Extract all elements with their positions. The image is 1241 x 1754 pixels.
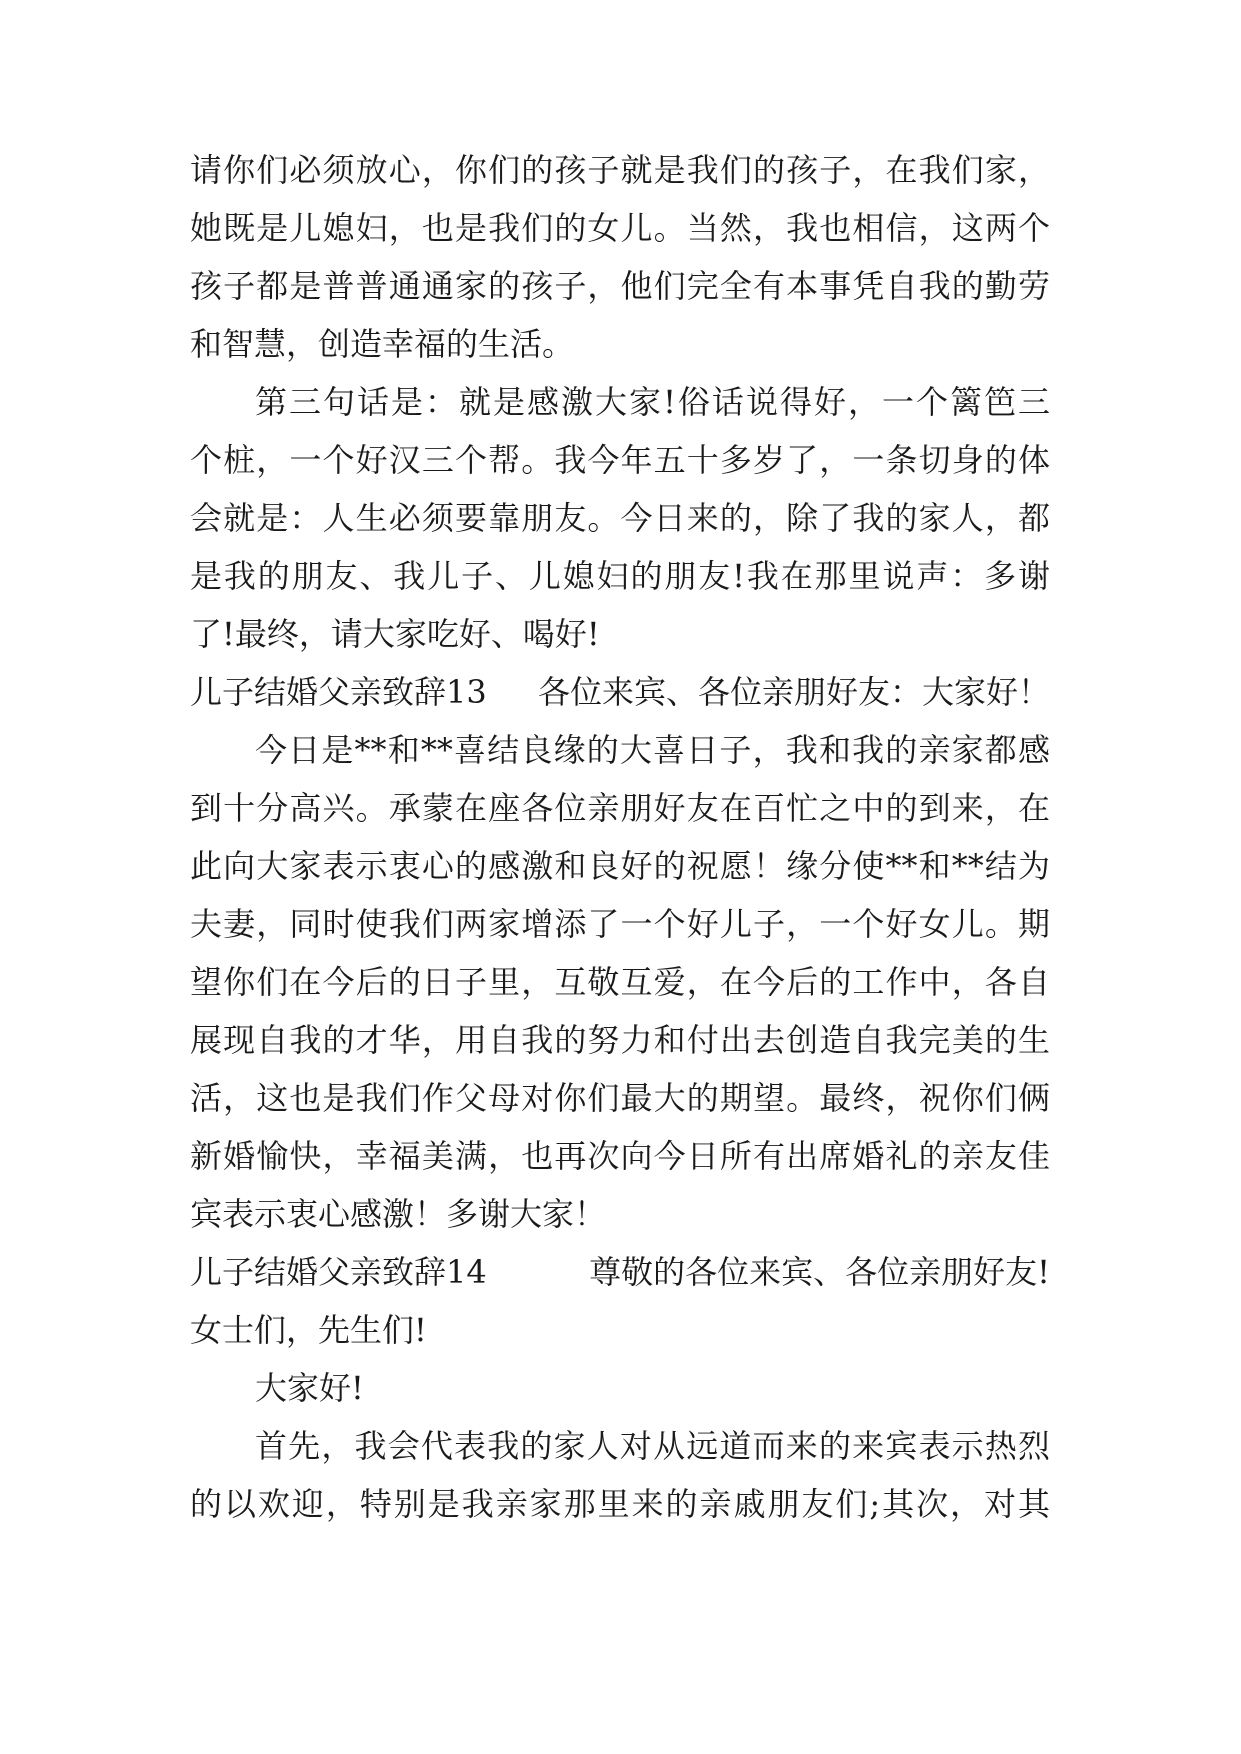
paragraph-line: 此向大家表示衷心的感激和良好的祝愿！缘分使**和**结为 (190, 847, 1050, 885)
paragraph-line: 宾表示衷心感激！多谢大家！ (190, 1195, 607, 1233)
paragraph-line: 大家好! (255, 1369, 364, 1407)
paragraph-line: 会就是：人生必须要靠朋友。今日来的，除了我的家人，都 (190, 499, 1050, 537)
paragraph-line: 到十分高兴。承蒙在座各位亲朋好友在百忙之中的到来，在 (190, 789, 1050, 827)
paragraph-line: 女士们，先生们! (190, 1311, 427, 1349)
paragraph-line: 展现自我的才华，用自我的努力和付出去创造自我完美的生 (190, 1021, 1050, 1059)
section-greeting: 尊敬的各位来宾、各位亲朋好友! (589, 1253, 1050, 1291)
paragraph-line: 新婚愉快，幸福美满，也再次向今日所有出席婚礼的亲友佳 (190, 1137, 1050, 1175)
paragraph-line: 她既是儿媳妇，也是我们的女儿。当然，我也相信，这两个 (190, 209, 1050, 247)
paragraph-line: 请你们必须放心，你们的孩子就是我们的孩子，在我们家， (190, 151, 1050, 189)
paragraph-line: 是我的朋友、我儿子、儿媳妇的朋友!我在那里说声：多谢 (190, 557, 1050, 595)
paragraph-line: 活，这也是我们作父母对你们最大的期望。最终，祝你们俩 (190, 1079, 1050, 1117)
paragraph-line: 个桩，一个好汉三个帮。我今年五十多岁了，一条切身的体 (190, 441, 1050, 479)
paragraph-line: 第三句话是：就是感激大家!俗话说得好，一个篱笆三 (255, 383, 1050, 421)
paragraph-line: 和智慧，创造幸福的生活。 (190, 325, 575, 363)
section-title: 儿子结婚父亲致辞13 (190, 673, 487, 711)
section-greeting: 各位来宾、各位亲朋好友：大家好！ (537, 673, 1050, 711)
paragraph-line: 望你们在今后的日子里，互敬互爱，在今后的工作中，各自 (190, 963, 1050, 1001)
paragraph-line: 孩子都是普普通通家的孩子，他们完全有本事凭自我的勤劳 (190, 267, 1050, 305)
paragraph-line: 的以欢迎，特别是我亲家那里来的亲戚朋友们;其次，对其 (190, 1485, 1050, 1523)
paragraph-line: 首先，我会代表我的家人对从远道而来的来宾表示热烈 (255, 1427, 1050, 1465)
paragraph-line: 今日是**和**喜结良缘的大喜日子，我和我的亲家都感 (255, 731, 1050, 769)
paragraph-line: 了!最终，请大家吃好、喝好! (190, 615, 600, 653)
paragraph-line: 夫妻，同时使我们两家增添了一个好儿子，一个好女儿。期 (190, 905, 1050, 943)
section-title: 儿子结婚父亲致辞14 (190, 1253, 487, 1291)
section-heading-14 (190, 1252, 1050, 1292)
section-heading-13 (190, 672, 1050, 712)
